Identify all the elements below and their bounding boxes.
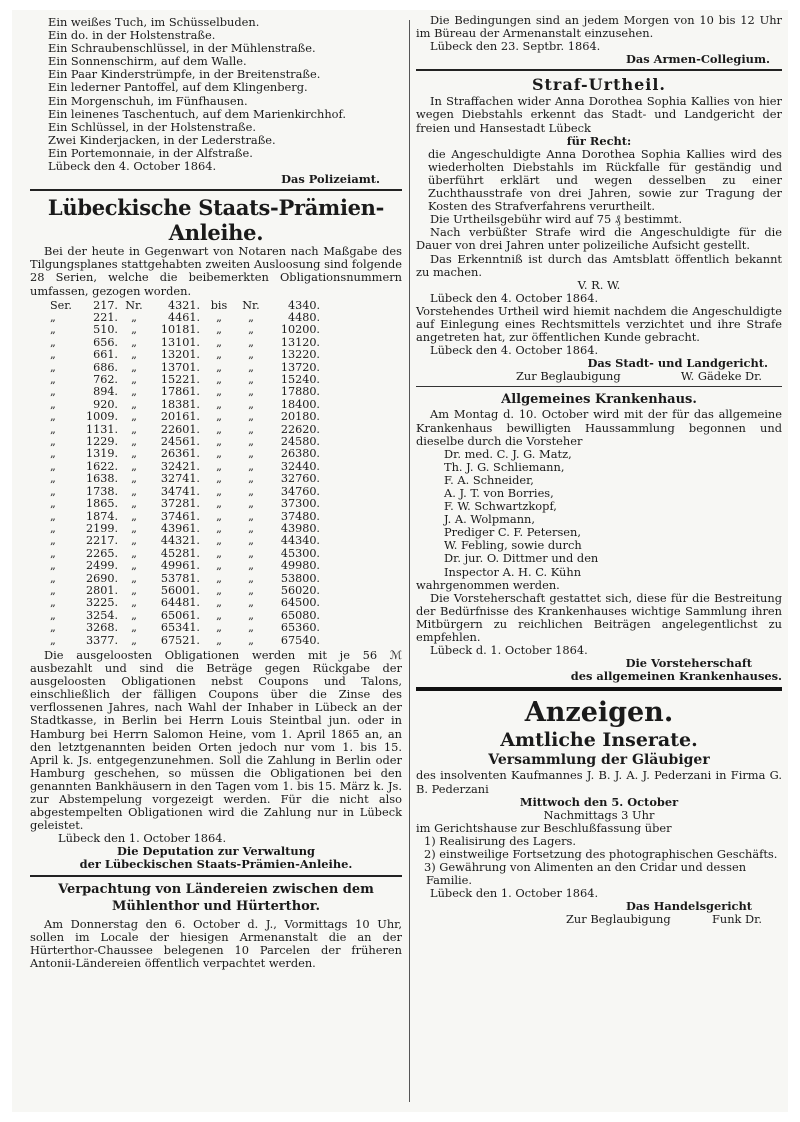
series-cell: „: [248, 373, 254, 387]
series-cell: 43961.: [160, 521, 200, 535]
lost-item: Ein weißes Tuch, im Schüsselbuden.: [48, 15, 260, 29]
series-cell: „: [248, 484, 254, 498]
series-cell: „: [50, 373, 56, 387]
versammlung-date: Mittwoch den 5. October: [519, 794, 679, 809]
series-cell: 44321.: [160, 534, 200, 548]
versammlung-line-1: des insolventen Kaufmannes J. B. J. A. J. Pederzani in Firma G. B. Pederzani: [416, 768, 782, 796]
series-cell: „: [50, 348, 56, 362]
straf-attestation-name: W. Gädeke Dr.: [680, 369, 762, 384]
series-cell: „: [248, 435, 254, 449]
series-cell: „: [131, 335, 137, 349]
series-cell: „: [216, 311, 222, 324]
straf-body-1: die Angeschuldigte Anna Dorothea Sophia Kallies wird des wiederholten Diebstahls im Rückfalle für geständig und überführt erklärt und wegen desselben zu einer Zuchthausstrafe von drei Jahren, sowie zur Tragung der Kosten des Strafverfahrens verurtheilt.: [428, 146, 782, 214]
series-row: [50, 560, 320, 572]
series-cell: 15240.: [280, 373, 320, 387]
series-cell: „: [216, 583, 222, 597]
series-cell: „: [216, 571, 222, 585]
series-cell: 26361.: [160, 447, 200, 461]
series-cell: „: [50, 559, 56, 573]
krankenhaus-wahr: wahrgenommen werden.: [416, 577, 560, 592]
series-cell: 32741.: [160, 472, 200, 486]
series-cell: „: [216, 509, 222, 523]
straf-attestation-label: Zur Beglaubigung: [516, 369, 621, 384]
straf-vrw: V. R. W.: [577, 277, 621, 292]
anleihe-signature-1: Die Deputation zur Verwaltung: [117, 844, 315, 859]
pacht-signature: Das Armen-Collegium.: [626, 52, 770, 67]
series-cell: 32421.: [160, 459, 200, 473]
series-cell: „: [248, 323, 254, 337]
series-cell: „: [216, 459, 222, 473]
krankenhaus-person: W. Febling, sowie durch: [444, 538, 582, 553]
series-cell: „: [50, 335, 56, 349]
krankenhaus-persons: [416, 448, 782, 579]
series-cell: „: [216, 633, 222, 647]
series-cell: „: [248, 571, 254, 585]
series-cell: „: [50, 311, 56, 324]
lost-item: Ein Schraubenschlüssel, in der Mühlenstraße.: [48, 41, 316, 56]
series-row: [50, 386, 320, 398]
straf-date-1: Lübeck den 4. October 1864.: [430, 290, 599, 305]
series-cell: 13101.: [160, 335, 200, 349]
series-cell: 1009.: [85, 410, 118, 424]
series-cell: 4321.: [167, 298, 200, 312]
series-row: [50, 411, 320, 423]
versammlung-time: Nachmittags 3 Uhr: [543, 807, 655, 822]
krankenhaus-person: Dr. jur. O. Dittmer und den: [444, 551, 599, 566]
lost-item: Ein do. in der Holstenstraße.: [48, 28, 216, 43]
series-cell: „: [131, 521, 137, 535]
series-cell: „: [50, 323, 56, 337]
series-cell: „: [248, 472, 254, 486]
series-cell: 10181.: [160, 323, 200, 337]
series-cell: 1738.: [85, 484, 118, 498]
series-cell: 67540.: [280, 633, 320, 647]
anleihe-intro: Bei der heute in Gegenwart von Notaren nach Maßgabe des Tilgungsplanes stattgehabten zweiten Ausloosung sind folgende 28 Serien, welche die beibemerkten Obligationsnummern umfassen, gezogen worden.: [30, 244, 402, 298]
series-cell: „: [131, 311, 137, 324]
series-cell: „: [50, 583, 56, 597]
series-cell: 22601.: [160, 422, 200, 436]
series-cell: „: [131, 608, 137, 622]
series-cell: 24561.: [160, 435, 200, 449]
anleihe-title: Lübeckische Staats-Prämien-Anleihe.: [47, 195, 385, 246]
series-cell: „: [50, 546, 56, 560]
series-cell: „: [248, 311, 254, 324]
series-cell: „: [131, 323, 137, 337]
series-cell: 49961.: [160, 559, 200, 573]
versammlung-attestation-name: Funk Dr.: [711, 912, 762, 927]
series-cell: 1319.: [85, 447, 118, 461]
series-cell: „: [216, 534, 222, 548]
straf-body-2: Die Urtheilsgebühr wird auf 75 ₰ bestimmt.: [430, 212, 683, 227]
straf-recht: für Recht:: [566, 133, 632, 148]
series-cell: „: [131, 459, 137, 473]
krankenhaus-date: Lübeck d. 1. October 1864.: [430, 643, 588, 658]
series-cell: 65080.: [280, 608, 320, 622]
series-cell: „: [50, 397, 56, 411]
series-cell: 1131.: [85, 422, 118, 436]
krankenhaus-body: Die Vorsteherschaft gestattet sich, diese für die Bestreitung der Bedürfnisse des Krankenhauses wichtige Sammlung ihren Mitbürgern zu reichlichen Beiträgen angelegentlichst zu empfehlen.: [416, 590, 782, 645]
series-cell: „: [131, 559, 137, 573]
series-row: [50, 622, 320, 634]
series-cell: „: [131, 385, 137, 399]
series-cell: „: [131, 546, 137, 560]
series-row: [50, 535, 320, 547]
series-cell: „: [216, 447, 222, 461]
series-cell: 56001.: [160, 583, 200, 597]
series-cell: „: [248, 621, 254, 635]
series-row: [50, 498, 320, 510]
series-cell: „: [131, 596, 137, 610]
series-cell: 1865.: [85, 497, 118, 511]
series-cell: „: [131, 497, 137, 511]
series-cell: 53800.: [280, 571, 320, 585]
series-cell: „: [248, 385, 254, 399]
versammlung-item: 3) Gewährung von Alimenten an den Cridar und dessen Familie.: [424, 860, 747, 888]
series-cell: „: [216, 621, 222, 635]
series-cell: „: [50, 596, 56, 610]
series-cell: „: [131, 472, 137, 486]
series-cell: 18400.: [280, 397, 320, 411]
series-cell: „: [248, 521, 254, 535]
series-cell: „: [50, 509, 56, 523]
series-cell: 686.: [93, 360, 118, 374]
series-cell: 17861.: [160, 385, 200, 399]
series-cell: 13220.: [280, 348, 320, 362]
series-cell: 37300.: [280, 497, 320, 511]
series-cell: „: [216, 385, 222, 399]
series-cell: „: [216, 546, 222, 560]
krankenhaus-person: A. J. T. von Borries,: [444, 486, 554, 500]
series-cell: 3254.: [85, 608, 118, 622]
series-cell: 32440.: [280, 459, 320, 473]
krankenhaus-person: F. A. Schneider,: [444, 472, 534, 487]
straf-signature: Das Stadt- und Landgericht.: [587, 356, 768, 371]
series-cell: „: [216, 360, 222, 374]
series-table: [50, 300, 320, 647]
series-cell: „: [248, 459, 254, 473]
series-row: [50, 473, 320, 485]
series-cell: 15221.: [160, 373, 200, 387]
lost-item: Ein leinenes Taschentuch, auf dem Marienkirchhof.: [48, 106, 346, 121]
left-column: [30, 16, 402, 970]
series-cell: „: [248, 596, 254, 610]
series-cell: „: [50, 571, 56, 585]
series-cell: 894.: [93, 385, 118, 399]
series-cell: „: [248, 410, 254, 424]
series-cell: 656.: [93, 335, 118, 349]
series-cell: 510.: [93, 323, 118, 337]
series-cell: 13701.: [160, 360, 200, 374]
series-cell: „: [131, 373, 137, 387]
series-cell: „: [216, 472, 222, 486]
series-cell: „: [50, 422, 56, 436]
versammlung-item: 2) einstweilige Fortsetzung des photographischen Geschäfts.: [424, 846, 778, 861]
lost-item: Ein lederner Pantoffel, auf dem Klingenberg.: [48, 80, 308, 95]
series-cell: „: [216, 559, 222, 573]
pacht-body: Am Donnerstag den 6. October d. J., Vormittags 10 Uhr, sollen im Locale der hiesigen Armenanstalt die an der Hürterthor-Chaussee belegenen 10 Parcelen der früheren Antonii-Ländereien öffentlich verpachtet werden.: [30, 916, 402, 970]
series-cell: „: [248, 348, 254, 362]
series-cell: 32760.: [280, 472, 320, 486]
straf-date-2: Lübeck den 4. October 1864.: [430, 343, 599, 358]
series-cell: „: [216, 497, 222, 511]
series-cell: 24580.: [280, 435, 320, 449]
divider: [30, 875, 402, 877]
anleihe-body: Die ausgeloosten Obligationen werden mit je 56 ℳ ausbezahlt und sind die Beträge gegen Rückgabe der ausgeloosten Obligationen nebst Coupons und Talons, einschließlich der fälligen Coupons über die Zinse des verflossenen Jahres, nach Wahl der Inhaber in Lübeck an der Stadtkasse, in Berlin bei Herrn Louis Steintbal jun. oder in Hamburg bei Herrn Salomon Heine, vom 1. April 1865 an, an den letztgenannten beiden Orten jedoch nur vom 1. bis 15. April k. Js. entgegenzunehmen. Soll die Zahlung in Berlin oder Hamburg geschehen, so müssen die Obligationen bei den genannten Bankhäusern in den Tagen vom 1. bis 15. März k. Js. zur Abstempelung vorgezeigt werden. Für die nicht also abgestempelten Obligationen wird die Zahlung nur in Lübeck geleistet.: [30, 647, 402, 833]
krankenhaus-person: Prediger C. F. Petersen,: [444, 525, 582, 540]
versammlung-items: [416, 835, 782, 887]
versammlung-attestation: [416, 913, 782, 926]
series-cell: 2499.: [85, 559, 118, 573]
series-cell: „: [248, 534, 254, 548]
series-cell: „: [248, 546, 254, 560]
series-cell: 22620.: [280, 422, 320, 436]
series-cell: „: [131, 410, 137, 424]
series-cell: 661.: [93, 348, 118, 362]
series-cell: 3225.: [85, 596, 118, 610]
series-cell: „: [131, 621, 137, 635]
pacht-continuation: Die Bedingungen sind an jedem Morgen von 10 bis 12 Uhr im Büreau der Armenanstalt einzusehen.: [416, 13, 782, 41]
series-cell: 37461.: [160, 509, 200, 523]
series-cell: 49980.: [280, 559, 320, 573]
straf-intro: In Straffachen wider Anna Dorothea Sophia Kallies von hier wegen Diebstahls erkennt das Stadt- und Landgericht der freien und Hansestadt Lübeck: [416, 94, 782, 135]
series-cell: „: [248, 583, 254, 597]
versammlung-item: 1) Realisirung des Lagers.: [424, 833, 577, 848]
series-cell: „: [50, 447, 56, 461]
series-cell: 20161.: [160, 410, 200, 424]
series-cell: „: [216, 596, 222, 610]
lost-item: Zwei Kinderjacken, in der Lederstraße.: [48, 132, 276, 147]
krankenhaus-person: Th. J. G. Schliemann,: [444, 459, 565, 474]
series-row: [50, 324, 320, 336]
series-cell: „: [248, 633, 254, 647]
series-cell: 56020.: [280, 583, 320, 597]
series-cell: „: [50, 459, 56, 473]
series-cell: 1638.: [85, 472, 118, 486]
divider: [416, 386, 782, 387]
lost-items-list: [30, 16, 402, 160]
divider: [30, 189, 402, 191]
series-cell: „: [248, 509, 254, 523]
series-cell: „: [216, 397, 222, 411]
series-cell: „: [50, 385, 56, 399]
lost-item: Ein Portemonnaie, in der Alfstraße.: [48, 145, 253, 160]
series-cell: 3377.: [85, 633, 118, 647]
series-cell: „: [131, 360, 137, 374]
series-cell: „: [248, 397, 254, 411]
series-cell: 37281.: [160, 497, 200, 511]
series-cell: 65360.: [280, 621, 320, 635]
series-cell: 10200.: [280, 323, 320, 337]
versammlung-date-2: Lübeck den 1. October 1864.: [430, 886, 599, 901]
series-cell: 37480.: [280, 509, 320, 523]
series-cell: „: [248, 559, 254, 573]
series-cell: 44340.: [280, 534, 320, 548]
series-cell: 2801.: [85, 583, 118, 597]
newspaper-page: [12, 10, 788, 1112]
series-cell: „: [248, 608, 254, 622]
series-cell: „: [216, 348, 222, 362]
series-cell: 920.: [93, 397, 118, 411]
series-cell: „: [216, 410, 222, 424]
series-cell: „: [131, 509, 137, 523]
series-cell: „: [50, 521, 56, 535]
series-cell: „: [216, 373, 222, 387]
krankenhaus-person: J. A. Wolpmann,: [444, 512, 536, 527]
series-cell: „: [248, 335, 254, 349]
series-cell: „: [131, 571, 137, 585]
series-cell: 1622.: [85, 459, 118, 473]
lost-item: Ein Paar Kinderstrümpfe, in der Breitenstraße.: [48, 67, 321, 82]
series-cell: „: [50, 435, 56, 449]
series-cell: 65061.: [160, 608, 200, 622]
series-cell: 13720.: [280, 360, 320, 374]
series-cell: Nr.: [242, 298, 260, 312]
series-cell: 4461.: [167, 311, 200, 324]
series-cell: 64481.: [160, 596, 200, 610]
series-cell: „: [248, 497, 254, 511]
divider: [416, 69, 782, 71]
thick-divider: [416, 687, 782, 691]
versammlung-attestation-label: Zur Beglaubigung: [566, 912, 671, 927]
series-cell: 2217.: [85, 534, 118, 548]
column-divider: [409, 20, 410, 1102]
lost-item: Ein Schlüssel, in der Holstenstraße.: [48, 119, 256, 134]
series-cell: 65341.: [160, 621, 200, 635]
lost-item: Ein Sonnenschirm, auf dem Walle.: [48, 54, 247, 69]
series-row: [50, 349, 320, 361]
series-cell: 4340.: [287, 298, 320, 312]
series-cell: 221.: [93, 311, 118, 324]
anleihe-date: Lübeck den 1. October 1864.: [58, 831, 227, 846]
krankenhaus-person: Dr. med. C. J. G. Matz,: [444, 446, 572, 461]
series-cell: „: [131, 534, 137, 548]
series-cell: „: [216, 422, 222, 436]
series-cell: 762.: [93, 373, 118, 387]
series-row: [50, 597, 320, 609]
series-cell: „: [248, 447, 254, 461]
anleihe-signature-2: der Lübeckischen Staats-Prämien-Anleihe.: [79, 857, 353, 872]
series-cell: 45300.: [280, 546, 320, 560]
series-cell: 1229.: [85, 435, 118, 449]
krankenhaus-signature-2: des allgemeinen Krankenhauses.: [570, 669, 782, 684]
series-cell: „: [131, 397, 137, 411]
series-cell: bis: [210, 298, 228, 312]
series-cell: „: [50, 497, 56, 511]
series-row: [50, 635, 320, 647]
series-cell: „: [131, 484, 137, 498]
series-cell: 43980.: [280, 521, 320, 535]
series-cell: „: [216, 323, 222, 337]
series-cell: „: [50, 472, 56, 486]
series-cell: „: [50, 410, 56, 424]
series-cell: 2199.: [85, 521, 118, 535]
series-cell: 13201.: [160, 348, 200, 362]
series-cell: „: [216, 521, 222, 535]
versammlung-signature: Das Handelsgericht: [625, 899, 752, 914]
straf-body-4: Das Erkenntniß ist durch das Amtsblatt öffentlich bekannt zu machen.: [416, 251, 782, 279]
series-cell: „: [50, 621, 56, 635]
pacht-title-1: Verpachtung von Ländereien zwischen dem: [58, 881, 374, 897]
series-cell: 217.: [93, 298, 118, 312]
straf-body-3: Nach verbüßter Strafe wird die Angeschuldigte für die Dauer von drei Jahren unter polizeiliche Aufsicht gestellt.: [416, 225, 782, 253]
right-column: [416, 14, 782, 927]
series-cell: 45281.: [160, 546, 200, 560]
inserate-title: Amtliche Inserate.: [500, 729, 698, 752]
series-cell: 67521.: [160, 633, 200, 647]
series-cell: 2265.: [85, 546, 118, 560]
series-cell: 3268.: [85, 621, 118, 635]
series-cell: 34741.: [160, 484, 200, 498]
series-cell: Nr.: [125, 298, 143, 312]
series-cell: Ser.: [50, 298, 72, 312]
krankenhaus-person: Inspector A. H. C. Kühn: [444, 564, 582, 579]
series-cell: „: [131, 633, 137, 647]
series-cell: „: [216, 484, 222, 498]
series-cell: 20180.: [280, 410, 320, 424]
pacht-date: Lübeck den 23. Septbr. 1864.: [430, 39, 601, 54]
series-cell: 1874.: [85, 509, 118, 523]
anzeigen-title: Anzeigen.: [524, 697, 674, 729]
krankenhaus-title: Allgemeines Krankenhaus.: [501, 392, 697, 408]
versammlung-place: im Gerichtshause zur Beschlußfassung über: [416, 820, 672, 835]
series-cell: „: [131, 348, 137, 362]
series-cell: „: [216, 335, 222, 349]
series-cell: „: [50, 534, 56, 548]
series-cell: „: [50, 608, 56, 622]
series-cell: 13120.: [280, 335, 320, 349]
series-cell: „: [131, 583, 137, 597]
krankenhaus-intro: Am Montag d. 10. October wird mit der für das allgemeine Krankenhaus bewilligten Haussammlung begonnen und dieselbe durch die Vorsteher: [416, 407, 782, 448]
series-cell: „: [248, 360, 254, 374]
series-cell: 26380.: [280, 447, 320, 461]
series-cell: 53781.: [160, 571, 200, 585]
series-cell: „: [248, 422, 254, 436]
series-cell: 64500.: [280, 596, 320, 610]
straf-title: Straf-Urtheil.: [531, 75, 666, 95]
versammlung-title: Versammlung der Gläubiger: [488, 752, 710, 769]
series-cell: „: [50, 633, 56, 647]
series-cell: „: [216, 608, 222, 622]
series-row: [50, 448, 320, 460]
lost-signature: Das Polizeiamt.: [281, 172, 380, 187]
series-cell: „: [131, 435, 137, 449]
series-cell: „: [216, 435, 222, 449]
krankenhaus-person: F. W. Schwartzkopf,: [444, 499, 557, 514]
series-cell: „: [131, 422, 137, 436]
straf-body-5: Vorstehendes Urtheil wird hiemit nachdem die Angeschuldigte auf Einlegung eines Rechtsmittels verzichtet und ihre Strafe angetreten hat, zur öffentlichen Kunde gebracht.: [416, 303, 782, 345]
lost-item: Ein Morgenschuh, im Fünfhausen.: [48, 93, 248, 108]
krankenhaus-signature-1: Die Vorsteherschaft: [625, 656, 752, 671]
pacht-title-2: Mühlenthor und Hürterthor.: [112, 898, 320, 914]
straf-attestation: [416, 370, 782, 383]
lost-date: Lübeck den 4. October 1864.: [48, 159, 217, 174]
series-cell: 2690.: [85, 571, 118, 585]
series-cell: 4480.: [287, 311, 320, 324]
series-cell: „: [131, 447, 137, 461]
series-cell: „: [50, 360, 56, 374]
series-cell: 17880.: [280, 385, 320, 399]
series-cell: „: [50, 484, 56, 498]
series-cell: 34760.: [280, 484, 320, 498]
series-cell: 18381.: [160, 397, 200, 411]
